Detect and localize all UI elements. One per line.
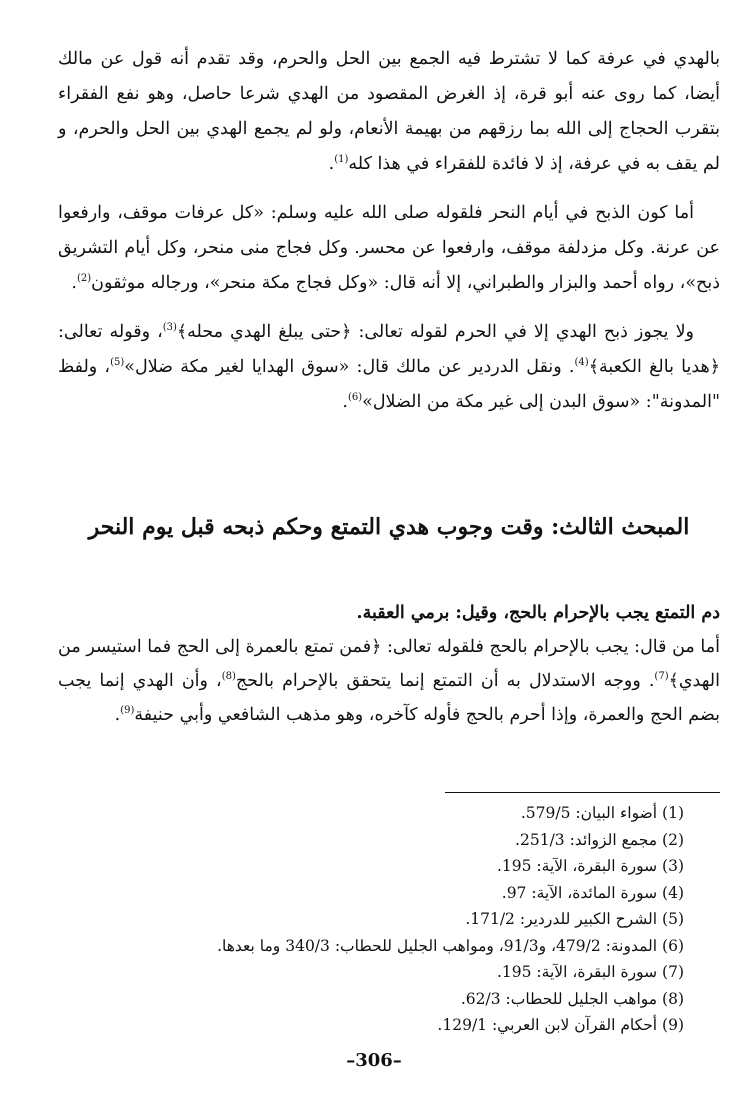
paragraph-4-part: ، وأن الهدي إنما يجب بضم الحج والعمرة، وإذا أحرم بالحج فأوله كآخره، وهو مذهب الشافعي وأبي حنيفة (58, 671, 720, 725)
footnote-item: (2) مجمع الزوائد: 251/3. (515, 830, 684, 849)
footnote-ref: (8) (221, 671, 236, 683)
paragraph-4-part: . ووجه الاستدلال به أن التمتع إنما يتحقق بالإحرام بالحج (235, 671, 655, 691)
page-number: –306– (346, 1050, 402, 1071)
footnote-ref: (3) (162, 322, 177, 334)
footnote-divider (445, 792, 720, 793)
paragraph-4-part: أما من قال: يجب بالإحرام بالحج فلقوله تعالى: ﴿فمن تمتع بالعمرة إلى الحج فما استيسر من الهدي﴾ (58, 637, 720, 691)
body-text (58, 42, 720, 434)
paragraph-2 (58, 196, 720, 301)
footnote-ref: (2) (76, 273, 92, 285)
paragraph-3-part: . ونقل الدردير عن مالك قال: «سوق الهدايا لغير مكة ضلال» (124, 357, 575, 377)
paragraph-2-text: أما كون الذبح في أيام النحر فلقوله صلى الله عليه وسلم: «كل عرفات موقف، وارفعوا عن عرنة. وكل مزدلفة موقف، وارفعوا عن محسر. وكل فجاج منى منحر، وكل أيام التشريق ذبح»، رواه أحمد والبزار والطبراني، إلا أنه قال: «وكل فجاج مكة منحر»، ورجاله موثقون (58, 203, 720, 293)
footnote-item: (7) سورة البقرة، الآية: 195. (496, 963, 684, 981)
section-body (58, 596, 720, 732)
paragraph-3-part: . (342, 392, 348, 412)
footnote-item: (1) أضواء البيان: 579/5. (520, 804, 684, 822)
footnotes (58, 800, 684, 1039)
footnote-item: (4) سورة المائدة، الآية: 97. (501, 883, 684, 902)
footnote-item: (3) سورة البقرة، الآية: 195. (496, 857, 684, 875)
paragraph-1-text: بالهدي في عرفة كما لا تشترط فيه الجمع بين الحل والحرم، وقد تقدم أنه قول عن مالك أيضا، كما روى عنه أبو قرة، إذ الغرض المقصود من الهدي شرعا حاصل، وهو نفع الفقراء بتقرب الحجاج إلى الله بما رزقهم من بهيمة الأنعام، ولو لم يجمع الهدي بين الحل والحرم، و لم يقف به في عرفة، إذ لا فائدة للفقراء في هذا كله (58, 49, 720, 174)
paragraph-3 (58, 315, 720, 420)
paragraph-2-tail: . (71, 273, 77, 293)
paragraph-3-part: ولا يجوز ذبح الهدي إلا في الحرم لقوله تعالى: ﴿حتى يبلغ الهدي محله﴾ (176, 322, 695, 342)
footnote-item: (5) الشرح الكبير للدردير: 171/2. (465, 910, 684, 928)
footnote-ref: (1) (334, 154, 349, 166)
paragraph-4-part: . (114, 705, 121, 725)
paragraph-1-tail: . (328, 154, 335, 174)
footnote-ref: (9) (120, 705, 135, 717)
paragraph-3-part: ، وقوله تعالى: ﴿هديا بالغ الكعبة﴾ (58, 322, 720, 377)
footnote-ref: (4) (574, 357, 589, 369)
footnote-item: (9) أحكام القرآن لابن العربي: 129/1. (437, 1016, 684, 1034)
paragraph-1 (58, 42, 720, 182)
footnote-ref: (6) (347, 392, 363, 404)
footnote-ref: (5) (110, 357, 125, 369)
footnote-ref: (7) (654, 671, 669, 683)
sub-heading: دم التمتع يجب بالإحرام بالحج، وقيل: برمي العقبة. (356, 603, 720, 623)
paragraph-4 (58, 630, 720, 732)
footnote-item: (6) المدونة: 479/2، و91/3، ومواهب الجليل للحطاب: 340/3 وما بعدها. (217, 936, 684, 955)
paragraph-3-part: ، ولفظ "المدونة": «سوق البدن إلى غير مكة من الضلال» (58, 357, 720, 412)
footnote-item: (8) مواهب الجليل للحطاب: 62/3. (460, 989, 684, 1008)
section-heading: المبحث الثالث: وقت وجوب هدي التمتع وحكم ذبحه قبل يوم النحر (88, 514, 690, 540)
